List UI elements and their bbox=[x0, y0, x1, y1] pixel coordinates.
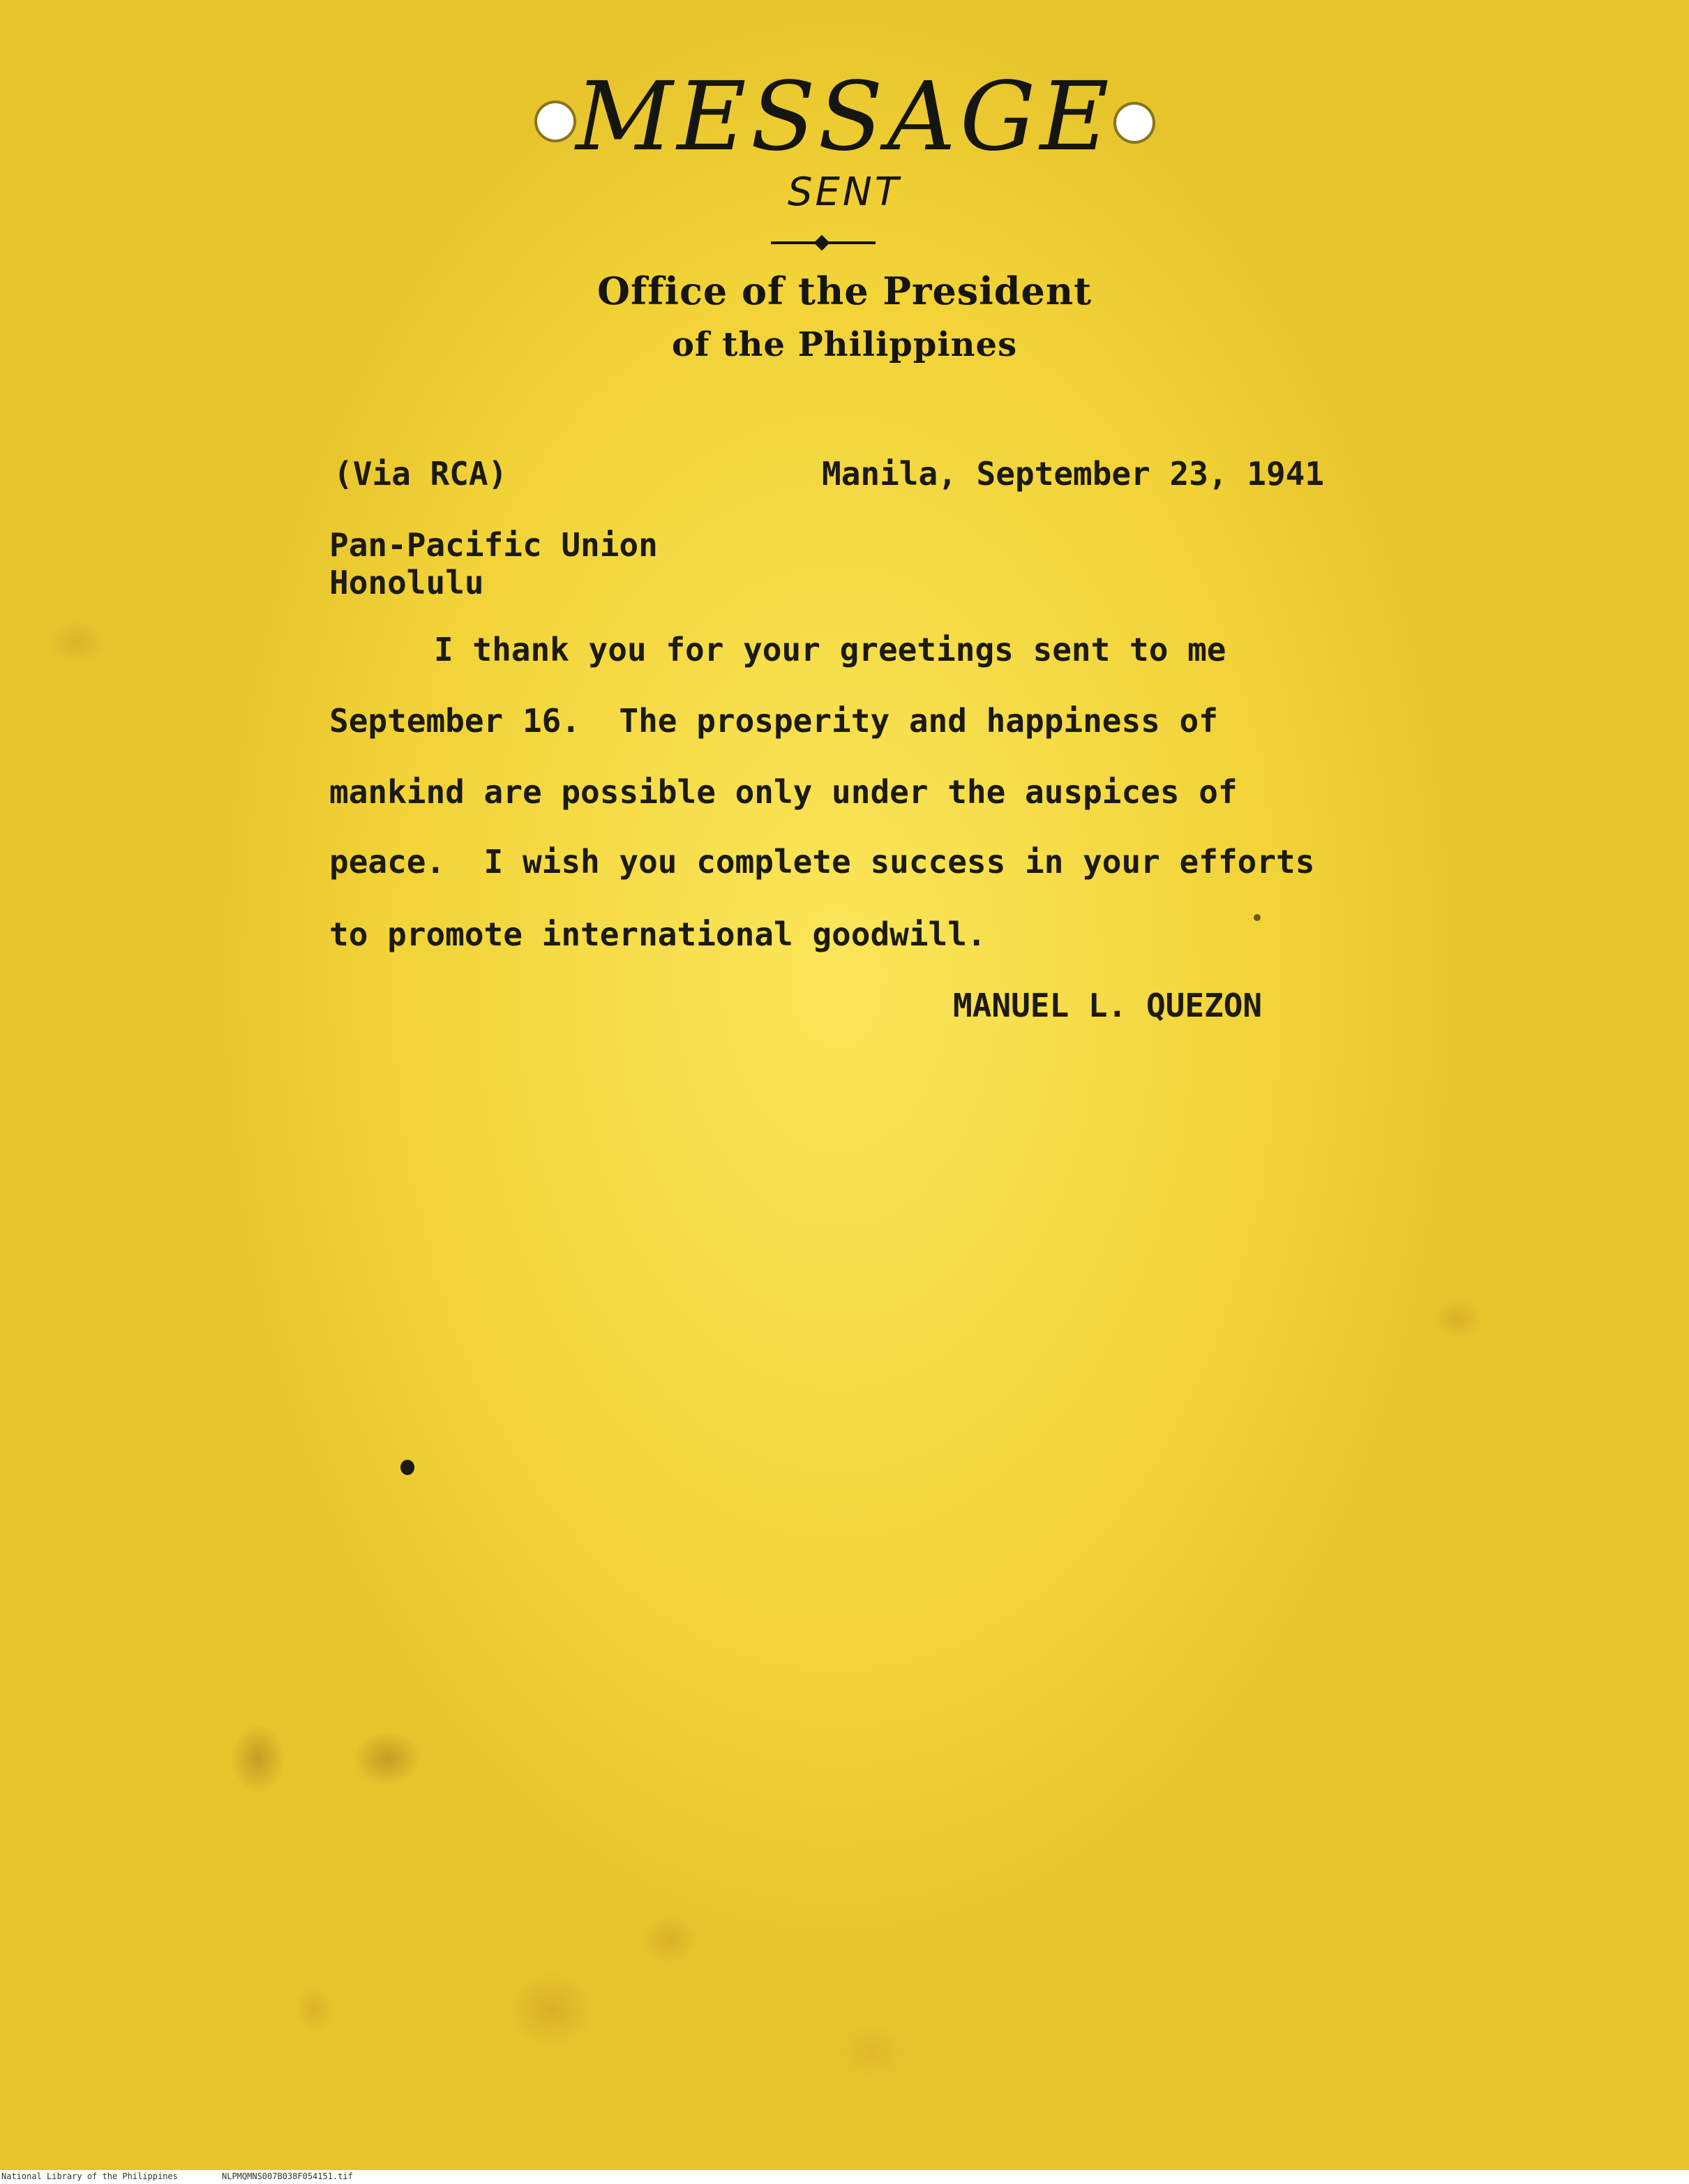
footer-file-id: NLPMQMNS007B038F054151.tif bbox=[222, 2171, 353, 2181]
footer-source: National Library of the Philippines bbox=[1, 2171, 178, 2181]
transmission-note: (Via RCA) bbox=[333, 455, 508, 493]
body-line: peace. I wish you complete success in your efforts bbox=[329, 843, 1315, 881]
ink-spot bbox=[400, 1460, 414, 1475]
addressee-city: Honolulu bbox=[329, 564, 484, 601]
body-line: September 16. The prosperity and happiness of bbox=[329, 702, 1218, 740]
office-heading: Office of the President bbox=[596, 269, 1093, 313]
signature-name: MANUEL L. QUEZON bbox=[953, 987, 1263, 1024]
body-line: I thank you for your greetings sent to me bbox=[434, 631, 1226, 668]
body-line: to promote international goodwill. bbox=[329, 915, 986, 953]
body-line: mankind are possible only under the auspices of bbox=[329, 773, 1238, 811]
dateline: Manila, September 23, 1941 bbox=[822, 455, 1325, 493]
divider-ornament-icon bbox=[814, 235, 830, 251]
ink-spot bbox=[1254, 914, 1261, 921]
office-subheading: of the Philippines bbox=[671, 325, 1018, 364]
addressee: Pan-Pacific Union bbox=[329, 526, 658, 564]
masthead-subtitle: SENT bbox=[787, 170, 902, 215]
masthead-title: MESSAGE bbox=[576, 62, 1113, 172]
